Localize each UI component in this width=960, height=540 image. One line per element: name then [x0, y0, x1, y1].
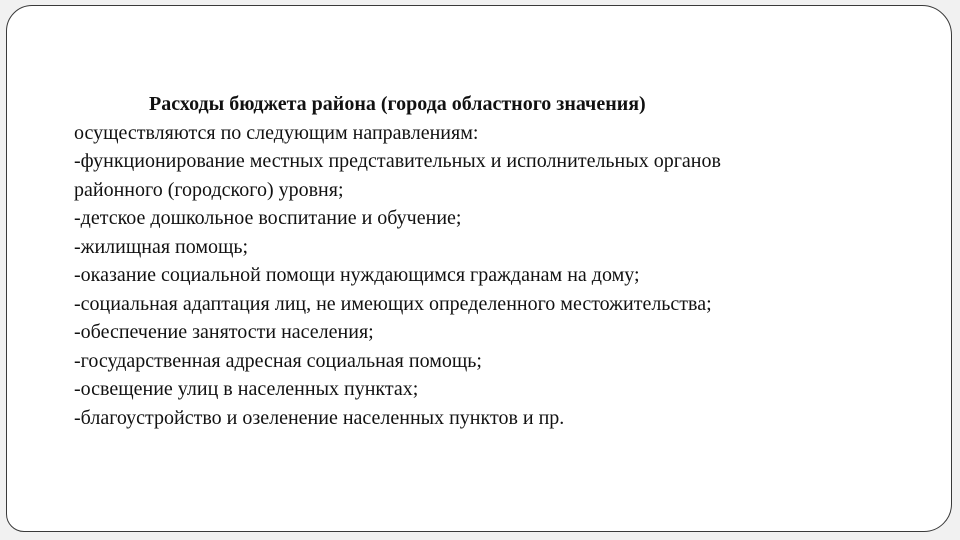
heading-line	[74, 90, 894, 119]
budget-expenses-text	[74, 90, 894, 432]
list-item: районного (городского) уровня;	[74, 178, 344, 201]
list-item: -обеспечение занятости населения;	[74, 321, 374, 343]
list-item: -жилищная помощь;	[74, 235, 249, 258]
list-item: -благоустройство и озеленение населенных пунктов и пр.	[74, 406, 565, 429]
list-item: -функционирование местных представительных и исполнительных органов	[74, 150, 721, 172]
list-item: -освещение улиц в населенных пунктах;	[74, 378, 419, 400]
heading-continuation: осуществляются по следующим направлениям:	[74, 121, 479, 144]
list-item: -детское дошкольное воспитание и обучение;	[74, 207, 462, 229]
list-item: -государственная адресная социальная помощь;	[74, 349, 482, 372]
list-item: -оказание социальной помощи нуждающимся гражданам на дому;	[74, 264, 640, 286]
heading-bold: Расходы бюджета района (города областного значения)	[149, 93, 646, 115]
list-item: -социальная адаптация лиц, не имеющих определенного местожительства;	[74, 292, 712, 315]
